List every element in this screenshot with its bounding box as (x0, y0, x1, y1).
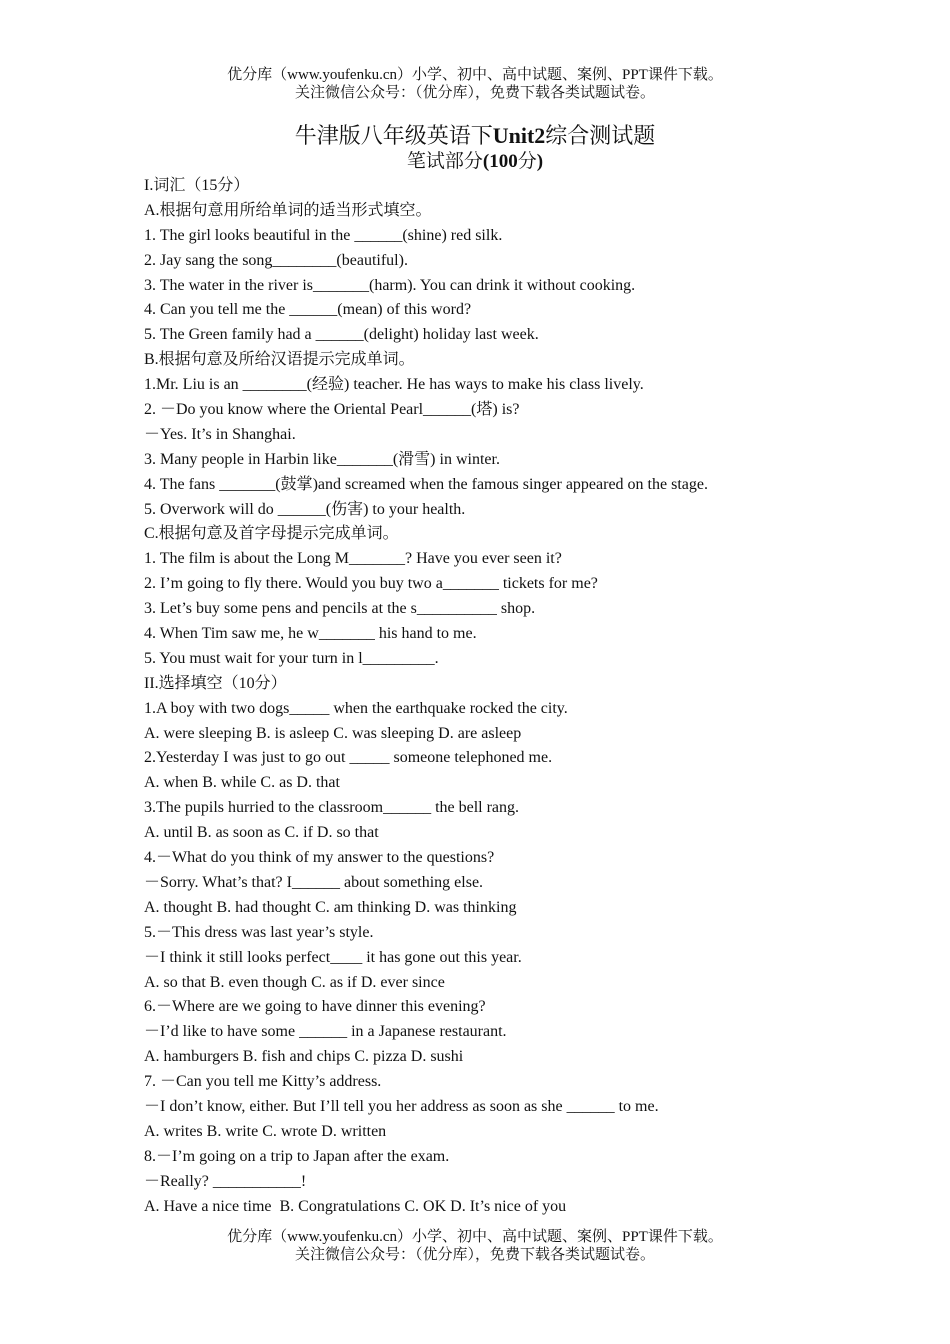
exam-line: 1. The film is about the Long M_______? Have you ever seen it? (144, 550, 562, 568)
exam-line: 2.Yesterday I was just to go out _____ someone telephoned me. (144, 749, 553, 767)
page-title (0, 122, 950, 150)
exam-line: －I think it still looks perfect____ it has gone out this year. (144, 948, 522, 966)
exam-line: 1. The girl looks beautiful in the ______(shine) red silk. (144, 226, 503, 244)
exam-line: 7. －Can you tell me Kitty’s address. (144, 1073, 382, 1091)
exam-line: B.根据句意及所给汉语提示完成单词。 (144, 351, 415, 369)
exam-line: A. until B. as soon as C. if D. so that (144, 824, 379, 842)
header-line-2: 关注微信公众号：（优分库），免费下载各类试题试卷。 (294, 85, 655, 101)
exam-line: 4. The fans _______(鼓掌)and screamed when the famous singer appeared on the stage. (144, 475, 708, 493)
document-title (0, 122, 950, 174)
subtitle-paren: ) (536, 151, 544, 172)
page-header (0, 66, 950, 102)
exam-line: 2. Jay sang the song________(beautiful). (144, 251, 408, 269)
exam-line: A. when B. while C. as D. that (144, 774, 340, 792)
exam-line: －I don’t know, either. But I’ll tell you her address as soon as she ______ to me. (144, 1097, 659, 1115)
exam-line: A. Have a nice time B. Congratulations C. OK D. It’s nice of you (144, 1197, 567, 1215)
exam-line: －Yes. It’s in Shanghai. (144, 425, 296, 443)
exam-line: 5.－This dress was last year’s style. (144, 923, 374, 941)
exam-line: C.根据句意及首字母提示完成单词。 (144, 525, 399, 543)
title-suffix: 综合测试题 (545, 123, 656, 148)
header-line-1: 优分库（www.youfenku.cn）小学、初中、高中试题、案例、PPT课件下载。 (227, 67, 723, 83)
exam-line: 4.－What do you think of my answer to the questions? (144, 849, 495, 867)
exam-line: 5. The Green family had a ______(delight) holiday last week. (144, 326, 539, 344)
exam-content (144, 174, 904, 1219)
exam-line: II.选择填空（10分） (144, 674, 287, 692)
exam-line: 3. Many people in Harbin like_______(滑雪) in winter. (144, 450, 500, 468)
exam-line: 5. Overwork will do ______(伤害) to your health. (144, 500, 466, 518)
exam-line: 4. Can you tell me the ______(mean) of this word? (144, 301, 472, 319)
exam-line: A. hamburgers B. fish and chips C. pizza D. sushi (144, 1048, 464, 1066)
exam-line: A. thought B. had thought C. am thinking D. was thinking (144, 898, 517, 916)
exam-line: 5. You must wait for your turn in l_________. (144, 649, 439, 667)
exam-line: 3. Let’s buy some pens and pencils at the s__________ shop. (144, 600, 536, 618)
exam-line: 1.Mr. Liu is an ________(经验) teacher. He has ways to make his class lively. (144, 376, 644, 394)
page-footer (0, 1228, 950, 1264)
footer-line-1: 优分库（www.youfenku.cn）小学、初中、高中试题、案例、PPT课件下载。 (227, 1229, 723, 1245)
exam-line: －I’d like to have some ______ in a Japanese restaurant. (144, 1023, 507, 1041)
exam-line: 2. －Do you know where the Oriental Pearl______(塔) is? (144, 401, 520, 419)
subtitle-score: (100 (482, 151, 518, 172)
subtitle-suffix: 分 (517, 151, 537, 172)
exam-line: I.词汇（15分） (144, 177, 250, 194)
exam-line: A. were sleeping B. is asleep C. was sleeping D. are asleep (144, 724, 522, 742)
page-subtitle (0, 150, 950, 174)
exam-line: －Sorry. What’s that? I______ about something else. (144, 873, 484, 891)
footer-line-2: 关注微信公众号：（优分库），免费下载各类试题试卷。 (294, 1247, 655, 1263)
exam-line: －Really? ___________! (144, 1172, 307, 1190)
exam-line: A. so that B. even though C. as if D. ever since (144, 973, 445, 991)
exam-line: 1.A boy with two dogs_____ when the earthquake rocked the city. (144, 699, 568, 717)
exam-line: 4. When Tim saw me, he w_______ his hand to me. (144, 625, 477, 643)
exam-line: 8.－I’m going on a trip to Japan after the exam. (144, 1147, 450, 1165)
subtitle-prefix: 笔试部分 (406, 151, 483, 172)
exam-line: A. writes B. write C. wrote D. written (144, 1122, 387, 1140)
exam-line: 3. The water in the river is_______(harm). You can drink it without cooking. (144, 276, 636, 294)
exam-line: 6.－Where are we going to have dinner this evening? (144, 998, 486, 1016)
title-prefix: 牛津版八年级英语下 (294, 123, 493, 148)
exam-line: 3.The pupils hurried to the classroom______ the bell rang. (144, 799, 520, 817)
exam-line: A.根据句意用所给单词的适当形式填空。 (144, 201, 432, 219)
title-unit: Unit2 (492, 123, 546, 148)
exam-line: 2. I’m going to fly there. Would you buy two a_______ tickets for me? (144, 575, 598, 593)
